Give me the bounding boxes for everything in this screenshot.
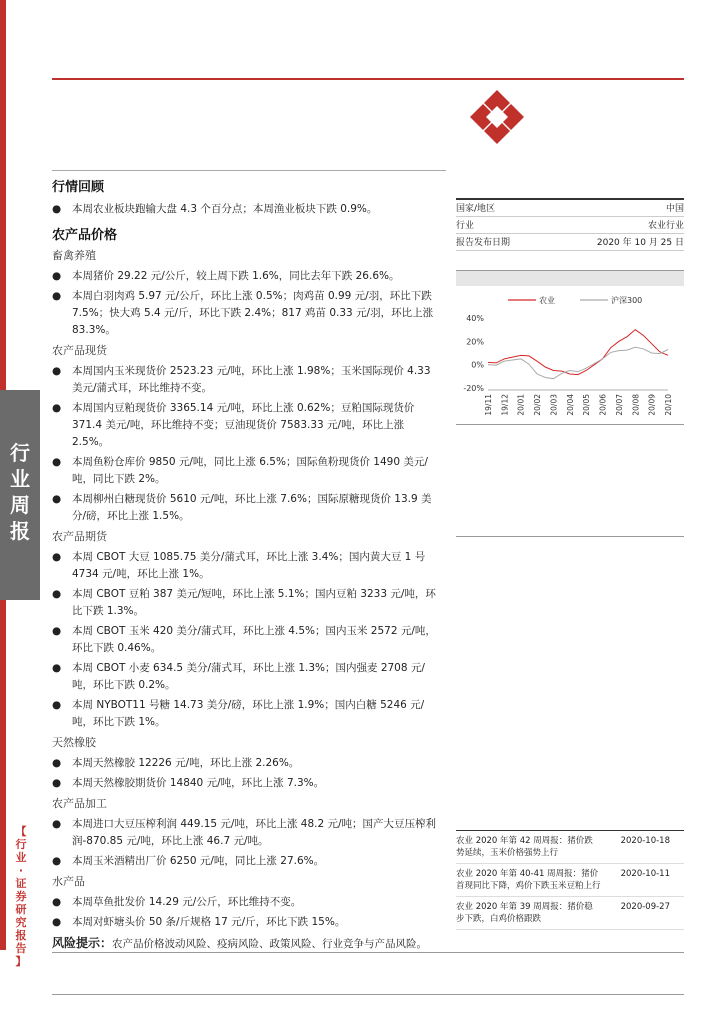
x-tick-label: 20/02	[533, 394, 543, 416]
rating-row	[456, 234, 684, 251]
sidebar-vertical-char: 告	[15, 942, 27, 955]
bullet-text: 本周 NYBOT11 号糖 14.73 美分/磅，环比上涨 1.9%；国内白糖 5246 元/吨，环比下跌 1%。	[72, 699, 425, 728]
related-report-date: 2020-09-27	[620, 902, 670, 912]
price-group-heading: 农产品期货	[52, 530, 107, 543]
bullet-item	[52, 363, 444, 397]
related-reports	[456, 816, 684, 930]
x-tick-label: 19/11	[484, 394, 493, 416]
bullet-item	[52, 660, 444, 694]
bullet-item	[52, 586, 444, 620]
bullet-text: 本周 CBOT 小麦 634.5 美分/蒲式耳，环比上涨 1.3%；国内强麦 2708 元/吨，环比下跌 0.2%。	[72, 662, 425, 691]
sidebar-vertical-char: 】	[15, 955, 27, 968]
bullet-dot: ●	[52, 916, 62, 928]
legend-label: 农业	[539, 296, 555, 305]
analyst-divider	[456, 536, 684, 537]
related-report-item[interactable]	[456, 897, 684, 930]
related-report-item[interactable]	[456, 864, 684, 897]
y-tick-label: -20%	[463, 384, 484, 393]
bullet-text: 本周柳州白糖现货价 5610 元/吨，环比上涨 7.6%；国际原糖现货价 13.9 美分/磅，环比上涨 1.5%。	[72, 493, 432, 522]
rating-row	[456, 200, 684, 217]
bullet-dot: ●	[52, 456, 62, 468]
bullet-dot: ●	[52, 365, 62, 377]
logo-icon	[468, 88, 526, 146]
bullet-item	[52, 914, 444, 931]
bullet-item	[52, 268, 444, 285]
main-body	[52, 176, 444, 951]
rating-box	[456, 176, 684, 251]
bullet-dot: ●	[52, 290, 62, 302]
chart-bottom-divider	[456, 424, 684, 425]
sidebar-report-type	[0, 440, 40, 544]
footer-divider	[52, 952, 684, 953]
rating-row-key: 国家/地区	[456, 204, 496, 214]
price-group-heading: 天然橡胶	[52, 736, 96, 749]
sidebar-vertical-char: 究	[15, 916, 27, 929]
bullet-dot: ●	[52, 818, 62, 830]
sidebar-char: 周	[10, 493, 30, 517]
sidebar-vertical-char: 行	[15, 838, 27, 851]
bullet-text: 本周 CBOT 豆粕 387 美元/短吨，环比上涨 5.1%；国内豆粕 3233 元/吨，环比下跌 1.3%。	[72, 588, 436, 617]
bullet-dot: ●	[52, 896, 62, 908]
rating-row-value: 2020 年 10 月 25 日	[596, 238, 684, 248]
bullet-item	[52, 288, 444, 339]
price-group-heading: 农产品现货	[52, 344, 107, 357]
bullet-item	[52, 697, 444, 731]
bullet-dot: ●	[52, 588, 62, 600]
rating-row-key: 报告发布日期	[456, 238, 511, 248]
bullet-item	[52, 816, 444, 850]
y-tick-label: 0%	[471, 360, 484, 370]
bullet-item	[52, 400, 444, 451]
related-heading	[456, 816, 684, 831]
bullet-dot: ●	[52, 662, 62, 674]
bullet-text: 本周进口大豆压榨利润 449.15 元/吨，环比上涨 48.2 元/吨；国产大豆压榨利润-870.85 元/吨，环比上涨 46.7 元/吨。	[72, 818, 437, 847]
x-tick-label: 20/06	[598, 394, 608, 416]
risk-warning	[52, 934, 444, 951]
chart-title-bar	[456, 270, 684, 286]
x-tick-label: 20/10	[664, 394, 673, 416]
series-line	[488, 330, 668, 375]
x-tick-label: 20/03	[549, 394, 559, 416]
bullet-item	[52, 549, 444, 583]
related-report-date: 2020-10-18	[620, 836, 670, 846]
bullet-dot: ●	[52, 493, 62, 505]
x-tick-label: 20/07	[614, 394, 624, 416]
x-tick-label: 20/08	[631, 394, 641, 416]
related-report-date: 2020-10-11	[620, 869, 670, 879]
bullet-dot: ●	[52, 757, 62, 769]
sidebar-red-strip-bottom	[0, 600, 6, 950]
sidebar-vertical-char: 研	[15, 903, 27, 916]
bullet-text: 本周国内玉米现货价 2523.23 元/吨，环比上涨 1.98%；玉米国际现价 4.33 美元/蒲式耳，环比维持不变。	[72, 365, 431, 394]
bullet-text: 本周对虾塘头价 50 条/斤规格 17 元/斤，环比下跌 15%。	[72, 916, 346, 928]
related-report-title[interactable]: 农业 2020 年第 39 周周报：猪价稳步下跌，白鸡价格跟跌	[456, 902, 593, 924]
y-tick-label: 20%	[466, 337, 484, 347]
related-report-title[interactable]: 农业 2020 年第 42 周周报：猪价跌势延续，玉米价格强势上行	[456, 836, 593, 858]
bullet-item	[52, 623, 444, 657]
rating-row-key: 行业	[456, 221, 475, 231]
sidebar-char: 行	[10, 441, 30, 465]
sidebar-vertical-char: 报	[15, 929, 27, 942]
x-tick-label: 20/01	[516, 394, 526, 416]
bullet-dot: ●	[52, 270, 62, 282]
series-line	[488, 347, 668, 379]
market-review-heading: 行情回顾	[52, 180, 105, 195]
sidebar-vertical-char: 证	[15, 877, 27, 890]
x-tick-label: 20/09	[647, 394, 657, 416]
bullet-item	[52, 454, 444, 488]
bullet-text: 本周猪价 29.22 元/公斤，较上周下跌 1.6%，同比去年下跌 26.6%。	[72, 270, 400, 282]
analyst-box	[456, 476, 684, 492]
subtitle-divider	[52, 170, 446, 171]
bullet-dot: ●	[52, 203, 62, 215]
related-report-item[interactable]	[456, 831, 684, 864]
bullet-text: 本周天然橡胶期货价 14840 元/吨，环比上涨 7.3%。	[72, 777, 325, 789]
sidebar-red-strip-top	[0, 0, 6, 390]
sidebar-vertical-label	[8, 825, 34, 968]
x-tick-label: 20/04	[565, 394, 575, 416]
bullet-text: 本周鱼粉仓库价 9850 元/吨，同比上涨 6.5%；国际鱼粉现货价 1490 美元/吨，同比下跌 2%。	[72, 456, 428, 485]
price-group-heading: 农产品加工	[52, 797, 107, 810]
bullet-item	[52, 853, 444, 870]
bullet-text: 本周白羽肉鸡 5.97 元/公斤，环比上涨 0.5%；肉鸡苗 0.99 元/羽，环比下跌 7.5%；快大鸡 5.4 元/斤，环比下跌 2.4%；817 鸡苗 0.33 元/羽，环比上涨 83.3%。	[72, 290, 434, 336]
x-tick-label: 20/05	[582, 394, 592, 416]
sidebar-vertical-char: 【	[15, 825, 27, 838]
prices-heading: 农产品价格	[52, 228, 118, 243]
bullet-item	[52, 491, 444, 525]
price-group-heading: 畜禽养殖	[52, 249, 96, 262]
bullet-item	[52, 894, 444, 911]
bullet-dot: ●	[52, 551, 62, 563]
risk-label: 风险提示：	[52, 936, 113, 950]
sidebar-char: 业	[10, 467, 30, 491]
bullet-item	[52, 755, 444, 772]
bullet-dot: ●	[52, 777, 62, 789]
y-tick-label: 40%	[466, 314, 484, 323]
bullet-dot: ●	[52, 625, 62, 637]
bullet-text: 本周 CBOT 大豆 1085.75 美分/蒲式耳，环比上涨 3.4%；国内黄大豆 1 号 4734 元/吨，环比上涨 1%。	[72, 551, 426, 580]
rating-row-value: 农业行业	[647, 221, 684, 231]
rating-row	[456, 217, 684, 234]
header-divider-right	[430, 78, 684, 80]
bullet-text: 本周 CBOT 玉米 420 美分/蒲式耳，环比上涨 4.5%；国内玉米 2572 元/吨，环比下跌 0.46%。	[72, 625, 436, 654]
bullet-text: 本周天然橡胶 12226 元/吨，环比上涨 2.26%。	[72, 757, 300, 769]
bullet-dot: ●	[52, 855, 62, 867]
bullet-text: 本周玉米酒精出厂价 6250 元/吨，同比上涨 27.6%。	[72, 855, 325, 867]
bullet-item	[52, 775, 444, 792]
header-divider	[52, 78, 432, 80]
risk-text: 农产品价格波动风险、疫病风险、政策风险、行业竞争与产品风险。	[112, 938, 428, 950]
sidebar-vertical-char: 业	[15, 851, 27, 864]
sidebar-vertical-char: ·	[18, 864, 24, 877]
sidebar-char: 报	[10, 519, 30, 543]
bullet-dot: ●	[52, 699, 62, 711]
sidebar-vertical-char: 券	[15, 890, 27, 903]
bullet-text: 本周国内豆粕现货价 3365.14 元/吨，环比上涨 0.62%；豆粕国际现货价 371.4 美元/吨，环比维持不变；豆油现货价 7583.33 元/吨，环比上涨 2.5%。	[72, 402, 415, 448]
related-report-title[interactable]: 农业 2020 年第 40-41 周周报：猪价首现同比下降，鸡价下跌玉米豆粕上行	[456, 869, 601, 891]
bullet-dot: ●	[52, 402, 62, 414]
legend-label: 沪深300	[611, 296, 643, 305]
footer-divider-2	[52, 994, 684, 995]
bullet-text: 本周农业板块跑输大盘 4.3 个百分点；本周渔业板块下跌 0.9%。	[72, 203, 378, 215]
price-group-heading: 水产品	[52, 875, 85, 888]
bullet-text: 本周草鱼批发价 14.29 元/公斤，环比维持不变。	[72, 896, 302, 908]
x-tick-label: 19/12	[500, 394, 510, 416]
rating-row-value: 中国	[665, 204, 684, 214]
performance-chart	[456, 290, 684, 420]
bullet-item	[52, 201, 444, 218]
